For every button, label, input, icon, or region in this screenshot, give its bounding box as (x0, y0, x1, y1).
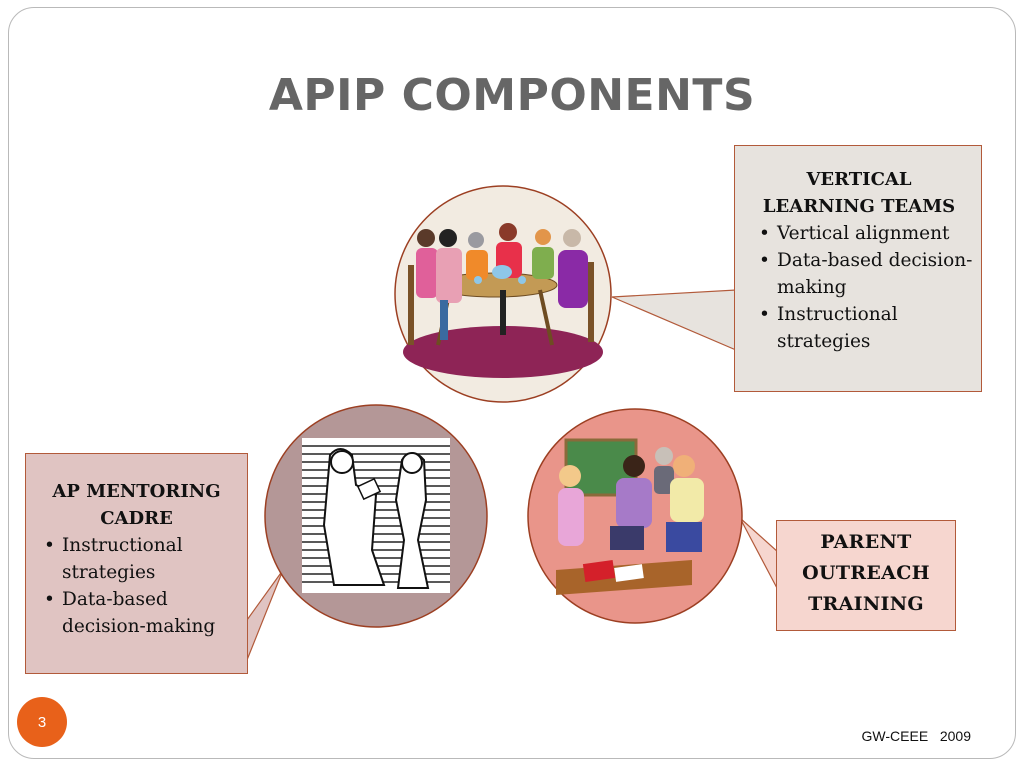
heading-line: AP MENTORING (52, 481, 221, 502)
slide-title: APIP COMPONENTS (268, 70, 756, 121)
mentoring-image (265, 405, 487, 627)
bullet-item: • Data-based decision-making (777, 247, 977, 301)
heading-line: TRAINING (808, 593, 924, 615)
callout-heading (755, 166, 977, 220)
callout-heading (40, 478, 243, 532)
bullet-item: • Instructional strategies (62, 532, 243, 586)
callout-pointer-parent (740, 518, 778, 590)
slide-number-badge: 3 (17, 697, 67, 747)
bullet-item: • Data-based decision-making (62, 586, 243, 640)
vertical-learning-teams-callout (734, 145, 982, 392)
footer-text: GW-CEEE 2009 (861, 728, 971, 744)
callout-heading (777, 527, 955, 620)
heading-line: OUTREACH (802, 562, 930, 584)
bullet-item: • Vertical alignment (777, 220, 977, 247)
parent-image (528, 409, 742, 623)
team-meeting-image (395, 186, 611, 402)
heading-line: CADRE (100, 508, 173, 529)
ap-mentoring-cadre-callout (25, 453, 248, 674)
bullet-item: • Instructional strategies (777, 301, 977, 355)
heading-line: VERTICAL (806, 169, 912, 190)
bullet-list (755, 220, 977, 355)
callout-pointer-mentoring (247, 570, 283, 660)
bullet-list (40, 532, 243, 640)
heading-line: PARENT (820, 531, 912, 553)
parent-outreach-training-callout (776, 520, 956, 631)
callout-pointer-vertical (612, 290, 736, 350)
heading-line: LEARNING TEAMS (762, 196, 956, 217)
